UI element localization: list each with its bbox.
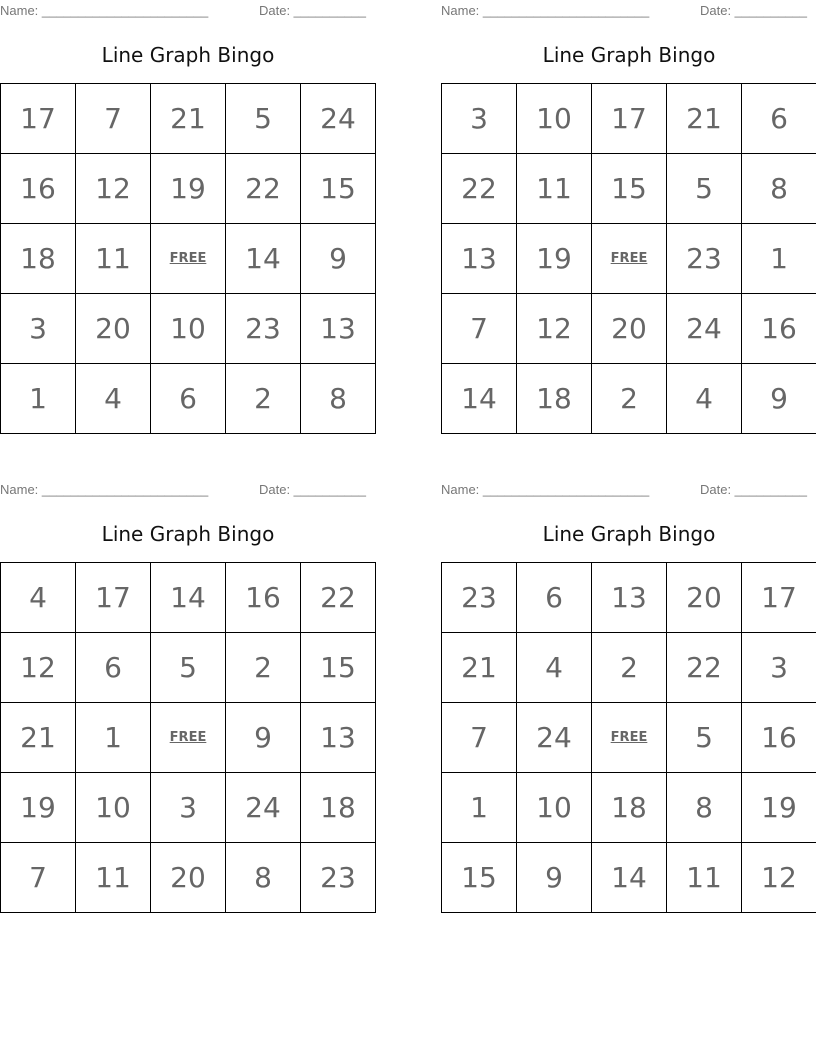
bingo-cell: 5 xyxy=(667,154,742,224)
free-space: FREE xyxy=(592,703,667,773)
bingo-cell: 21 xyxy=(151,84,226,154)
bingo-cell: 12 xyxy=(517,294,592,364)
bingo-cell: 12 xyxy=(76,154,151,224)
bingo-cell: 17 xyxy=(742,563,816,633)
bingo-cell: 11 xyxy=(667,843,742,913)
grid-row xyxy=(442,563,816,633)
grid-row xyxy=(1,773,376,843)
bingo-cell: 16 xyxy=(226,563,301,633)
card-title: Line Graph Bingo xyxy=(101,522,275,546)
bingo-cell: 22 xyxy=(301,563,376,633)
bingo-cell: 5 xyxy=(667,703,742,773)
grid-row xyxy=(442,224,816,294)
bingo-cell: 20 xyxy=(592,294,667,364)
bingo-cell: 13 xyxy=(442,224,517,294)
bingo-cell: 24 xyxy=(517,703,592,773)
bingo-cell: 13 xyxy=(592,563,667,633)
bingo-cell: 23 xyxy=(301,843,376,913)
bingo-cell: 4 xyxy=(76,364,151,434)
card-title: Line Graph Bingo xyxy=(101,43,275,67)
bingo-cell: 10 xyxy=(517,84,592,154)
bingo-card xyxy=(0,0,376,440)
bingo-cell: 9 xyxy=(226,703,301,773)
card-title: Line Graph Bingo xyxy=(542,43,716,67)
bingo-cell: 17 xyxy=(76,563,151,633)
bingo-grid xyxy=(0,562,376,913)
bingo-cell: 6 xyxy=(76,633,151,703)
name-field: Name: _______________________ xyxy=(441,3,650,18)
grid-row xyxy=(442,364,816,434)
bingo-cell: 4 xyxy=(517,633,592,703)
bingo-cell: 24 xyxy=(301,84,376,154)
free-space: FREE xyxy=(151,703,226,773)
bingo-cell: 4 xyxy=(667,364,742,434)
bingo-cell: 3 xyxy=(151,773,226,843)
bingo-cell: 23 xyxy=(667,224,742,294)
bingo-cell: 14 xyxy=(592,843,667,913)
bingo-cell: 21 xyxy=(667,84,742,154)
grid-row xyxy=(1,154,376,224)
bingo-cell: 17 xyxy=(1,84,76,154)
bingo-cell: 2 xyxy=(226,364,301,434)
bingo-cell: 7 xyxy=(1,843,76,913)
bingo-card xyxy=(441,479,816,919)
bingo-cell: 8 xyxy=(742,154,816,224)
bingo-cell: 7 xyxy=(442,294,517,364)
bingo-cell: 3 xyxy=(742,633,816,703)
bingo-cell: 22 xyxy=(667,633,742,703)
bingo-cell: 23 xyxy=(226,294,301,364)
bingo-cell: 19 xyxy=(742,773,816,843)
bingo-cell: 16 xyxy=(742,294,816,364)
bingo-cell: 20 xyxy=(76,294,151,364)
bingo-cell: 11 xyxy=(517,154,592,224)
grid-row xyxy=(1,563,376,633)
bingo-cell: 2 xyxy=(592,633,667,703)
bingo-cell: 9 xyxy=(517,843,592,913)
bingo-cell: 10 xyxy=(76,773,151,843)
bingo-cell: 10 xyxy=(517,773,592,843)
bingo-cell: 23 xyxy=(442,563,517,633)
grid-row xyxy=(442,633,816,703)
bingo-card xyxy=(441,0,816,440)
bingo-cell: 21 xyxy=(1,703,76,773)
name-field: Name: _______________________ xyxy=(441,482,650,497)
bingo-cell: 3 xyxy=(442,84,517,154)
bingo-cell: 2 xyxy=(226,633,301,703)
bingo-grid xyxy=(441,562,816,913)
grid-row xyxy=(442,703,816,773)
bingo-cell: 5 xyxy=(226,84,301,154)
grid-row xyxy=(442,154,816,224)
bingo-cell: 12 xyxy=(1,633,76,703)
bingo-cell: 20 xyxy=(667,563,742,633)
grid-row xyxy=(442,773,816,843)
bingo-cell: 13 xyxy=(301,703,376,773)
bingo-cell: 9 xyxy=(301,224,376,294)
bingo-cell: 9 xyxy=(742,364,816,434)
grid-row xyxy=(442,294,816,364)
bingo-cell: 6 xyxy=(517,563,592,633)
bingo-cell: 21 xyxy=(442,633,517,703)
bingo-cell: 11 xyxy=(76,843,151,913)
bingo-cell: 12 xyxy=(742,843,816,913)
grid-row xyxy=(1,294,376,364)
card-title: Line Graph Bingo xyxy=(542,522,716,546)
bingo-cell: 1 xyxy=(442,773,517,843)
bingo-cell: 20 xyxy=(151,843,226,913)
bingo-cell: 14 xyxy=(151,563,226,633)
bingo-cell: 14 xyxy=(442,364,517,434)
bingo-cell: 11 xyxy=(76,224,151,294)
bingo-cell: 7 xyxy=(76,84,151,154)
bingo-cell: 8 xyxy=(226,843,301,913)
date-field: Date: __________ xyxy=(700,482,807,497)
grid-row xyxy=(1,364,376,434)
bingo-cell: 2 xyxy=(592,364,667,434)
free-space: FREE xyxy=(151,224,226,294)
bingo-cell: 18 xyxy=(301,773,376,843)
free-space: FREE xyxy=(592,224,667,294)
date-field: Date: __________ xyxy=(259,482,366,497)
bingo-cell: 19 xyxy=(517,224,592,294)
bingo-cell: 22 xyxy=(226,154,301,224)
name-field: Name: _______________________ xyxy=(0,3,209,18)
grid-row xyxy=(1,84,376,154)
bingo-cell: 14 xyxy=(226,224,301,294)
bingo-cell: 24 xyxy=(667,294,742,364)
bingo-cell: 18 xyxy=(592,773,667,843)
bingo-grid xyxy=(0,83,376,434)
bingo-cell: 16 xyxy=(742,703,816,773)
bingo-cell: 8 xyxy=(667,773,742,843)
bingo-cell: 4 xyxy=(1,563,76,633)
bingo-card xyxy=(0,479,376,919)
grid-row xyxy=(442,84,816,154)
grid-row xyxy=(1,224,376,294)
bingo-cell: 3 xyxy=(1,294,76,364)
bingo-cell: 1 xyxy=(742,224,816,294)
bingo-cell: 8 xyxy=(301,364,376,434)
bingo-cell: 10 xyxy=(151,294,226,364)
bingo-cell: 6 xyxy=(151,364,226,434)
bingo-cell: 18 xyxy=(1,224,76,294)
bingo-cell: 17 xyxy=(592,84,667,154)
bingo-cell: 1 xyxy=(76,703,151,773)
bingo-cell: 16 xyxy=(1,154,76,224)
bingo-cell: 19 xyxy=(151,154,226,224)
bingo-cell: 13 xyxy=(301,294,376,364)
grid-row xyxy=(1,843,376,913)
bingo-cell: 22 xyxy=(442,154,517,224)
date-field: Date: __________ xyxy=(700,3,807,18)
bingo-cell: 18 xyxy=(517,364,592,434)
bingo-cell: 15 xyxy=(301,633,376,703)
date-field: Date: __________ xyxy=(259,3,366,18)
bingo-cell: 6 xyxy=(742,84,816,154)
bingo-cell: 24 xyxy=(226,773,301,843)
bingo-cell: 7 xyxy=(442,703,517,773)
grid-row xyxy=(1,703,376,773)
bingo-cell: 1 xyxy=(1,364,76,434)
bingo-cell: 15 xyxy=(442,843,517,913)
name-field: Name: _______________________ xyxy=(0,482,209,497)
bingo-grid xyxy=(441,83,816,434)
bingo-cell: 15 xyxy=(592,154,667,224)
bingo-cell: 5 xyxy=(151,633,226,703)
bingo-cell: 15 xyxy=(301,154,376,224)
grid-row xyxy=(1,633,376,703)
bingo-cell: 19 xyxy=(1,773,76,843)
grid-row xyxy=(442,843,816,913)
